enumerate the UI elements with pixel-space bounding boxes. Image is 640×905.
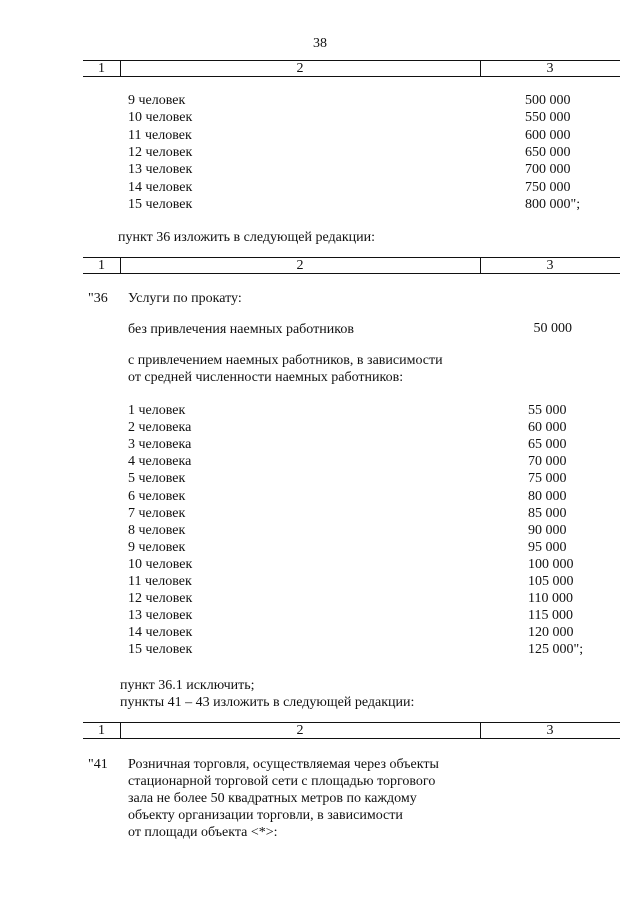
with-workers-line-2: от средней численности наемных работников: <box>128 370 404 385</box>
column-header-2: 2 <box>296 61 304 76</box>
rate-row-label: 13 человек <box>128 608 193 624</box>
section-b-note-2: пункты 41 – 43 изложить в следующей редакции: <box>120 695 415 710</box>
rate-row-label: 6 человек <box>128 488 186 504</box>
rate-row-label: 8 человек <box>128 522 186 538</box>
column-header-bar <box>83 60 620 77</box>
rate-row-label: 2 человека <box>128 420 192 436</box>
rate-row-value: 60 000 <box>528 420 567 436</box>
rate-row-label: 1 человек <box>128 403 186 418</box>
rate-row-label: 3 человека <box>128 437 192 453</box>
rate-row-value: 700 000 <box>525 162 571 178</box>
item-41-line-5: от площади объекта <*>: <box>128 825 278 840</box>
rate-row-value: 55 000 <box>528 403 567 418</box>
item-41-line-4: объекту организации торговли, в зависимости <box>128 808 403 823</box>
rate-row-label: 15 человек <box>128 642 193 658</box>
rate-row-value: 125 000"; <box>528 642 584 658</box>
page-number: 38 <box>313 36 327 51</box>
section-a-note: пункт 36 изложить в следующей редакции: <box>118 230 375 245</box>
rate-row-value: 120 000 <box>528 625 574 641</box>
item-number-36: "36 <box>88 291 108 306</box>
without-workers-value: 50 000 <box>533 321 572 336</box>
column-header-1: 1 <box>98 61 105 76</box>
rate-row-label: 9 человек <box>128 93 186 108</box>
rate-row-label: 13 человек <box>128 162 193 178</box>
rate-row-value: 100 000 <box>528 556 574 572</box>
column-header-3: 3 <box>546 61 554 76</box>
item-41-line-3: зала не более 50 квадратных метров по каждому <box>128 791 417 806</box>
with-workers-line-1: с привлечением наемных работников, в зависимости <box>128 353 443 368</box>
rate-row-label: 14 человек <box>128 625 193 641</box>
rate-row-value: 105 000 <box>528 574 574 589</box>
rate-row-label: 10 человек <box>128 110 193 126</box>
column-header-bar <box>83 722 620 739</box>
item-title-36: Услуги по прокату: <box>128 291 242 306</box>
column-header-3: 3 <box>546 723 554 738</box>
rate-row-value: 80 000 <box>528 488 567 504</box>
rate-row-label: 4 человека <box>128 454 192 470</box>
rate-row-label: 12 человек <box>128 144 193 160</box>
rate-row-value: 85 000 <box>528 505 567 521</box>
rate-row-value: 90 000 <box>528 522 567 538</box>
without-workers-label: без привлечения наемных работников <box>128 322 354 337</box>
rate-row-value: 95 000 <box>528 539 567 555</box>
rate-row-value: 750 000 <box>525 179 571 195</box>
column-header-2: 2 <box>296 258 304 273</box>
rate-row-label: 9 человек <box>128 539 186 555</box>
rate-row-value: 500 000 <box>525 93 571 108</box>
rate-row-label: 7 человек <box>128 505 186 521</box>
rate-row-value: 110 000 <box>528 591 573 607</box>
column-header-1: 1 <box>98 723 105 738</box>
rate-row-label: 15 человек <box>128 196 193 212</box>
rate-row-value: 75 000 <box>528 471 567 487</box>
item-41-line-1: Розничная торговля, осуществляемая через объекты <box>128 757 439 772</box>
rate-row-label: 5 человек <box>128 471 186 487</box>
item-number-41: "41 <box>88 757 108 772</box>
column-header-1: 1 <box>98 258 105 273</box>
rate-row-value: 650 000 <box>525 144 571 160</box>
column-header-bar <box>83 257 620 274</box>
column-header-3: 3 <box>546 258 554 273</box>
rate-row-value: 115 000 <box>528 608 573 624</box>
rate-row-label: 11 человек <box>128 127 192 143</box>
rate-row-value: 65 000 <box>528 437 567 453</box>
column-header-2: 2 <box>296 723 304 738</box>
rate-row-value: 70 000 <box>528 454 567 470</box>
rate-row-label: 11 человек <box>128 574 192 589</box>
item-41-line-2: стационарной торговой сети с площадью торгового <box>128 774 436 789</box>
rate-row-label: 14 человек <box>128 179 193 195</box>
rate-row-value: 800 000"; <box>525 196 581 212</box>
rate-row-value: 550 000 <box>525 110 571 126</box>
rate-row-value: 600 000 <box>525 127 571 143</box>
section-b-note-1: пункт 36.1 исключить; <box>120 678 255 693</box>
rate-row-label: 10 человек <box>128 556 193 572</box>
rate-row-label: 12 человек <box>128 591 193 607</box>
